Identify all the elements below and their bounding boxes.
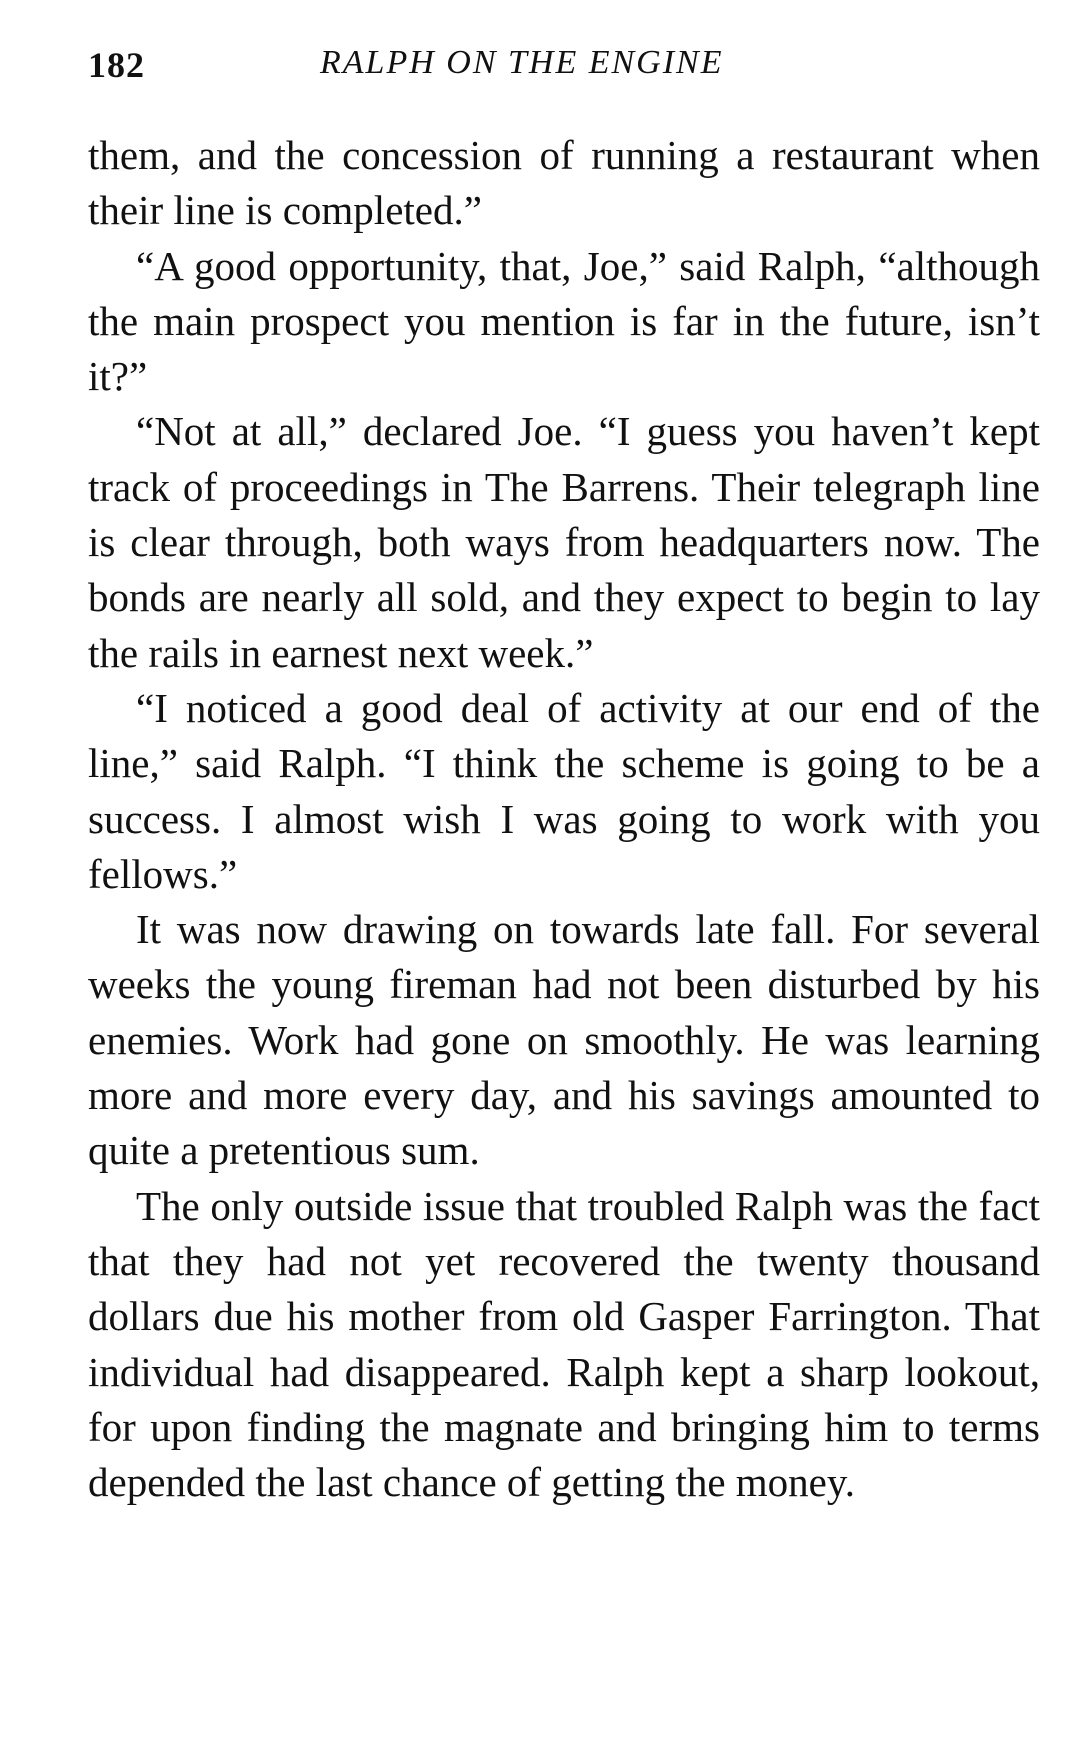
paragraph-5: It was now drawing on towards late fall. For several weeks the young fireman had not been disturbed by his enemies. Work had gone on smoothly. He was learning more and more every day, and his savings amounted to quite a pretentious sum. bbox=[88, 906, 1040, 1174]
paragraph-6: The only outside issue that troubled Ralph was the fact that they had not yet recovered the twenty thousand dollars due his mother from old Gasper Farrington. That individual had disappeared. Ralph kept a sharp lookout, for upon finding the magnate and bringing him to terms depended the last chance of getting the money. bbox=[88, 1182, 1040, 1506]
body-text bbox=[88, 128, 1040, 1510]
running-title: RALPH ON THE ENGINE bbox=[320, 44, 724, 81]
paragraph-4: “I noticed a good deal of activity at our end of the line,” said Ralph. “I think the scheme is going to be a success. I almost wish I was going to work with you fellows.” bbox=[88, 684, 1040, 897]
paragraph-2: “A good opportunity, that, Joe,” said Ralph, “although the main prospect you mention is far in the future, isn’t it?” bbox=[88, 242, 1040, 400]
page-number: 182 bbox=[88, 45, 145, 85]
paragraph-3: “Not at all,” declared Joe. “I guess you haven’t kept track of proceedings in The Barrens. Their telegraph line is clear through, both ways from headquarters now. The bonds are nearly all sold, and they expect to begin to lay the rails in earnest next week.” bbox=[88, 408, 1040, 676]
running-head bbox=[88, 38, 1040, 98]
paragraph-1: them, and the concession of running a restaurant when their line is completed.” bbox=[88, 132, 1040, 234]
